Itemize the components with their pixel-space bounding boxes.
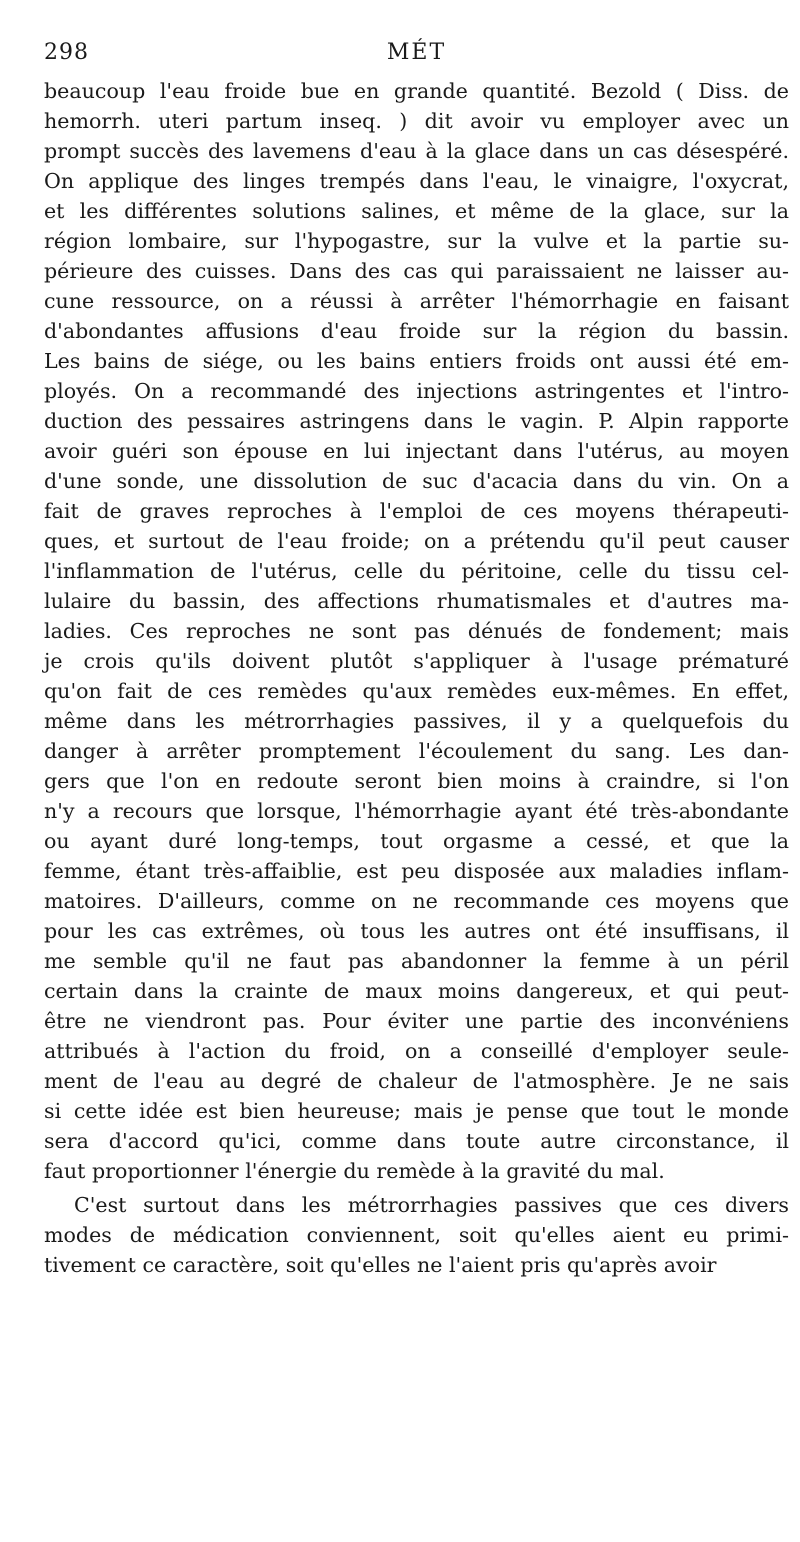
text-line: femme, étant très-affaiblie, est peu disposée aux maladies inflam- [44,859,789,883]
text-line: pour les cas extrêmes, où tous les autres ont été insuffisans, il [44,919,789,943]
text-line: d'une sonde, une dissolution de suc d'acacia dans du vin. On a [44,469,789,493]
text-line: ployés. On a recommandé des injections astringentes et l'intro- [44,379,789,403]
text-line: avoir guéri son épouse en lui injectant dans l'utérus, au moyen [44,439,789,463]
paragraph [44,76,789,1186]
text-line: même dans les métrorrhagies passives, il y a quelquefois du [44,709,789,733]
text-line: cune ressource, on a réussi à arrêter l'hémorrhagie en faisant [44,289,789,313]
text-line: et les différentes solutions salines, et même de la glace, sur la [44,199,789,223]
text-line: région lombaire, sur l'hypogastre, sur la vulve et la partie su- [44,229,789,253]
text-line: prompt succès des lavemens d'eau à la glace dans un cas désespéré. [44,139,789,163]
text-line: ou ayant duré long-temps, tout orgasme a cessé, et que la [44,829,789,853]
text-line: je crois qu'ils doivent plutôt s'appliquer à l'usage prématuré [44,649,789,673]
book-page [44,30,789,1280]
text-line: tivement ce caractère, soit qu'elles ne l'aient pris qu'après avoir [44,1253,717,1277]
text-line: ques, et surtout de l'eau froide; on a prétendu qu'il peut causer [44,529,789,553]
text-line: gers que l'on en redoute seront bien moins à craindre, si l'on [44,769,789,793]
text-line: beaucoup l'eau froide bue en grande quantité. Bezold ( Diss. de [44,79,789,103]
text-line: qu'on fait de ces remèdes qu'aux remèdes eux-mêmes. En effet, [44,679,789,703]
text-line: être ne viendront pas. Pour éviter une partie des inconvéniens [44,1009,789,1033]
text-line: hemorrh. uteri partum inseq. ) dit avoir vu employer avec un [44,109,789,133]
text-line: danger à arrêter promptement l'écoulement du sang. Les dan- [44,739,789,763]
text-line: attribués à l'action du froid, on a conseillé d'employer seule- [44,1039,789,1063]
text-line: ment de l'eau au degré de chaleur de l'atmosphère. Je ne sais [44,1069,789,1093]
page-number: 298 [44,40,89,65]
page-header [44,30,789,76]
text-line: C'est surtout dans les métrorrhagies passives que ces divers [74,1193,789,1217]
text-line: ladies. Ces reproches ne sont pas dénués de fondement; mais [44,619,789,643]
paragraph [44,1190,789,1280]
text-line: l'inflammation de l'utérus, celle du péritoine, celle du tissu cel- [44,559,789,583]
text-line: certain dans la crainte de maux moins dangereux, et qui peut- [44,979,789,1003]
text-line: duction des pessaires astringens dans le vagin. P. Alpin rapporte [44,409,789,433]
text-line: faut proportionner l'énergie du remède à la gravité du mal. [44,1159,665,1183]
text-line: n'y a recours que lorsque, l'hémorrhagie ayant été très-abondante [44,799,789,823]
text-line: fait de graves reproches à l'emploi de ces moyens thérapeuti- [44,499,789,523]
body-text [44,76,789,1280]
text-line: lulaire du bassin, des affections rhumatismales et d'autres ma- [44,589,789,613]
text-line: sera d'accord qu'ici, comme dans toute autre circonstance, il [44,1129,789,1153]
text-line: modes de médication conviennent, soit qu'elles aient eu primi- [44,1223,789,1247]
running-head: MÉT [386,40,447,65]
text-line: Les bains de siége, ou les bains entiers froids ont aussi été em- [44,349,789,373]
text-line: On applique des linges trempés dans l'eau, le vinaigre, l'oxycrat, [44,169,789,193]
text-line: périeure des cuisses. Dans des cas qui paraissaient ne laisser au- [44,259,789,283]
text-line: d'abondantes affusions d'eau froide sur la région du bassin. [44,319,789,343]
text-line: me semble qu'il ne faut pas abandonner la femme à un péril [44,949,789,973]
text-line: matoires. D'ailleurs, comme on ne recommande ces moyens que [44,889,789,913]
text-line: si cette idée est bien heureuse; mais je pense que tout le monde [44,1099,789,1123]
